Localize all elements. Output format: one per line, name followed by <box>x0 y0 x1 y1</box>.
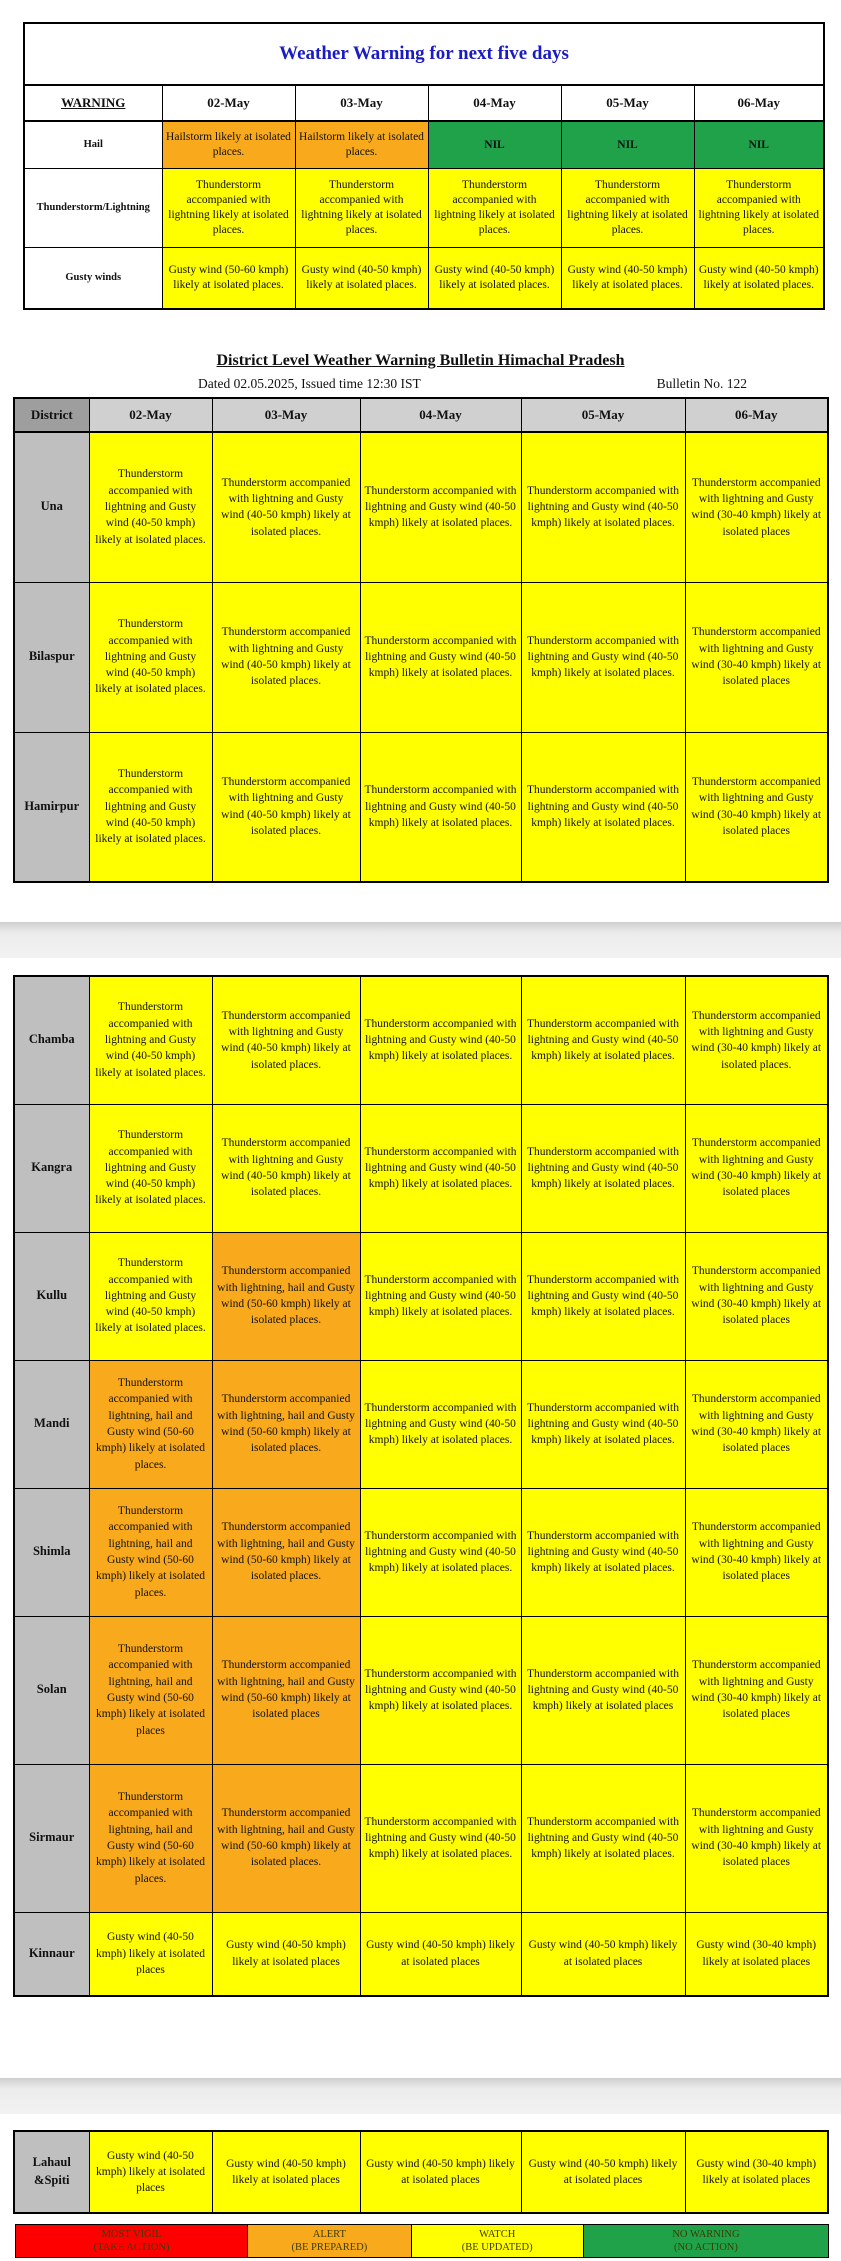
forecast-cell: Thunderstorm accompanied with lightning and Gusty wind (40-50 kmph) likely at isolated places. <box>212 432 360 582</box>
day-column-header: 05-May <box>561 85 694 121</box>
day-column-header: 05-May <box>521 398 685 432</box>
forecast-cell: Gusty wind (40-50 kmph) likely at isolated places <box>360 1912 521 1996</box>
district-label: Lahaul &Spiti <box>14 2131 89 2213</box>
forecast-cell: Gusty wind (40-50 kmph) likely at isolated places. <box>561 248 694 310</box>
page-break-band <box>0 922 841 958</box>
forecast-cell: Thunderstorm accompanied with lightning and Gusty wind (40-50 kmph) likely at isolated places. <box>360 432 521 582</box>
forecast-cell: Gusty wind (30-40 kmph) likely at isolated places <box>685 1912 828 1996</box>
district-label: Chamba <box>14 976 89 1104</box>
forecast-cell: Thunderstorm accompanied with lightning and Gusty wind (40-50 kmph) likely at isolated places. <box>360 582 521 732</box>
legend-label: ALERT <box>312 2228 346 2240</box>
district-label: Sirmaur <box>14 1764 89 1912</box>
day-column-header: 04-May <box>428 85 561 121</box>
forecast-cell: Gusty wind (40-50 kmph) likely at isolated places. <box>694 248 824 310</box>
warning-table-title: Weather Warning for next five days <box>24 23 824 85</box>
forecast-cell: NIL <box>694 121 824 169</box>
day-column-header: 03-May <box>295 85 428 121</box>
district-row-hamirpur <box>14 732 828 882</box>
district-label: Hamirpur <box>14 732 89 882</box>
legend-item-most-vigil <box>16 2225 248 2257</box>
day-column-header: 03-May <box>212 398 360 432</box>
forecast-cell: Thunderstorm accompanied with lightning, hail and Gusty wind (50-60 kmph) likely at isolated places. <box>89 1360 212 1488</box>
forecast-cell: Thunderstorm accompanied with lightning and Gusty wind (40-50 kmph) likely at isolated places. <box>360 1104 521 1232</box>
forecast-cell: Thunderstorm accompanied with lightning and Gusty wind (30-40 kmph) likely at isolated places <box>685 432 828 582</box>
forecast-cell: Thunderstorm accompanied with lightning and Gusty wind (40-50 kmph) likely at isolated places. <box>521 1104 685 1232</box>
forecast-cell: Gusty wind (40-50 kmph) likely at isolated places <box>360 2131 521 2213</box>
bulletin-meta <box>13 376 827 392</box>
legend-item-alert <box>248 2225 411 2257</box>
forecast-cell: Thunderstorm accompanied with lightning and Gusty wind (40-50 kmph) likely at isolated places. <box>89 1232 212 1360</box>
forecast-cell: Thunderstorm accompanied with lightning and Gusty wind (40-50 kmph) likely at isolated places. <box>360 1764 521 1912</box>
district-table-body-2 <box>14 976 828 1996</box>
warning-table-title-row <box>24 23 824 85</box>
district-table-page1 <box>13 397 829 883</box>
district-table-page3 <box>13 2130 829 2214</box>
district-row-sirmaur <box>14 1764 828 1912</box>
legend-item-watch <box>412 2225 584 2257</box>
forecast-cell: NIL <box>561 121 694 169</box>
warning-row-gusty-winds <box>24 248 824 310</box>
forecast-cell: Thunderstorm accompanied with lightning and Gusty wind (40-50 kmph) likely at isolated places. <box>360 1232 521 1360</box>
forecast-cell: Thunderstorm accompanied with lightning and Gusty wind (40-50 kmph) likely at isolated places. <box>89 976 212 1104</box>
forecast-cell: Thunderstorm accompanied with lightning, hail and Gusty wind (50-60 kmph) likely at isolated places. <box>89 1764 212 1912</box>
warning-table-body <box>24 121 824 309</box>
forecast-cell: Gusty wind (40-50 kmph) likely at isolated places. <box>295 248 428 310</box>
district-table-header-row <box>14 398 828 432</box>
forecast-cell: Gusty wind (40-50 kmph) likely at isolated places. <box>428 248 561 310</box>
legend-label: MOST VIGIL <box>101 2228 162 2240</box>
forecast-cell: Thunderstorm accompanied with lightning and Gusty wind (40-50 kmph) likely at isolated places. <box>212 582 360 732</box>
forecast-cell: Thunderstorm accompanied with lightning and Gusty wind (40-50 kmph) likely at isolated places. <box>89 582 212 732</box>
warning-type-label: Gusty winds <box>24 248 162 310</box>
district-table-body-3 <box>14 2131 828 2213</box>
district-row-lahaul-spiti <box>14 2131 828 2213</box>
forecast-cell: Thunderstorm accompanied with lightning likely at isolated places. <box>561 169 694 248</box>
day-column-header: 02-May <box>162 85 295 121</box>
forecast-cell: Thunderstorm accompanied with lightning and Gusty wind (40-50 kmph) likely at isolated places. <box>360 1360 521 1488</box>
district-row-chamba <box>14 976 828 1104</box>
warning-table <box>23 22 825 310</box>
district-label: Kangra <box>14 1104 89 1232</box>
forecast-cell: Thunderstorm accompanied with lightning and Gusty wind (40-50 kmph) likely at isolated places. <box>521 432 685 582</box>
district-row-solan <box>14 1616 828 1764</box>
forecast-cell: Thunderstorm accompanied with lightning, hail and Gusty wind (50-60 kmph) likely at isolated places. <box>212 1360 360 1488</box>
forecast-cell: Thunderstorm accompanied with lightning and Gusty wind (40-50 kmph) likely at isolated places. <box>360 1488 521 1616</box>
forecast-cell: Thunderstorm accompanied with lightning and Gusty wind (40-50 kmph) likely at isolated places. <box>89 732 212 882</box>
forecast-cell: Thunderstorm accompanied with lightning, hail and Gusty wind (50-60 kmph) likely at isolated places. <box>212 1764 360 1912</box>
forecast-cell: Thunderstorm accompanied with lightning and Gusty wind (40-50 kmph) likely at isolated places. <box>89 1104 212 1232</box>
forecast-cell: Thunderstorm accompanied with lightning, hail and Gusty wind (50-60 kmph) likely at isolated places. <box>212 1488 360 1616</box>
day-column-header: 06-May <box>694 85 824 121</box>
legend-sublabel: (BE UPDATED) <box>461 2242 533 2253</box>
forecast-cell: Thunderstorm accompanied with lightning and Gusty wind (30-40 kmph) likely at isolated places <box>685 1360 828 1488</box>
forecast-cell: Thunderstorm accompanied with lightning, hail and Gusty wind (50-60 kmph) likely at isolated places. <box>212 1232 360 1360</box>
day-column-header: 06-May <box>685 398 828 432</box>
forecast-cell: Gusty wind (40-50 kmph) likely at isolated places <box>521 2131 685 2213</box>
forecast-cell: Thunderstorm accompanied with lightning and Gusty wind (40-50 kmph) likely at isolated places. <box>521 582 685 732</box>
forecast-cell: Thunderstorm accompanied with lightning likely at isolated places. <box>162 169 295 248</box>
warning-table-header-row <box>24 85 824 121</box>
district-table-body-1 <box>14 432 828 882</box>
forecast-cell: Thunderstorm accompanied with lightning and Gusty wind (30-40 kmph) likely at isolated places <box>685 1232 828 1360</box>
warning-type-label: Hail <box>24 121 162 169</box>
forecast-cell: Thunderstorm accompanied with lightning and Gusty wind (40-50 kmph) likely at isolated places. <box>212 732 360 882</box>
header-label: District <box>30 407 73 422</box>
warning-column-header <box>24 85 162 121</box>
district-label: Kullu <box>14 1232 89 1360</box>
district-column-header <box>14 398 89 432</box>
bulletin-title: District Level Weather Warning Bulletin Himachal Pradesh <box>216 352 625 369</box>
bulletin-number: Bulletin No. 122 <box>656 376 747 391</box>
forecast-cell: Thunderstorm accompanied with lightning and Gusty wind (30-40 kmph) likely at isolated places <box>685 582 828 732</box>
forecast-cell: Gusty wind (40-50 kmph) likely at isolated places <box>212 2131 360 2213</box>
legend-sublabel: (NO ACTION) <box>674 2242 738 2253</box>
forecast-cell: Gusty wind (40-50 kmph) likely at isolated places <box>89 1912 212 1996</box>
district-row-mandi <box>14 1360 828 1488</box>
district-label: Kinnaur <box>14 1912 89 1996</box>
forecast-cell: Thunderstorm accompanied with lightning, hail and Gusty wind (50-60 kmph) likely at isolated places <box>212 1616 360 1764</box>
warning-row-thunderstorm-lightning <box>24 169 824 248</box>
forecast-cell: Thunderstorm accompanied with lightning and Gusty wind (40-50 kmph) likely at isolated places. <box>521 1488 685 1616</box>
legend-sublabel: (BE PREPARED) <box>291 2242 368 2253</box>
district-row-kinnaur <box>14 1912 828 1996</box>
legend-item-no-warning <box>584 2225 828 2257</box>
district-label: Bilaspur <box>14 582 89 732</box>
warning-type-label: Thunderstorm/Lightning <box>24 169 162 248</box>
forecast-cell: NIL <box>428 121 561 169</box>
district-label: Mandi <box>14 1360 89 1488</box>
forecast-cell: Thunderstorm accompanied with lightning and Gusty wind (30-40 kmph) likely at isolated places <box>685 1764 828 1912</box>
forecast-cell: Thunderstorm accompanied with lightning and Gusty wind (30-40 kmph) likely at isolated places <box>685 1616 828 1764</box>
district-row-una <box>14 432 828 582</box>
forecast-cell: Gusty wind (40-50 kmph) likely at isolated places <box>89 2131 212 2213</box>
forecast-cell: Thunderstorm accompanied with lightning likely at isolated places. <box>295 169 428 248</box>
legend-label: NO WARNING <box>672 2228 740 2240</box>
forecast-cell: Gusty wind (50-60 kmph) likely at isolated places. <box>162 248 295 310</box>
district-row-kangra <box>14 1104 828 1232</box>
forecast-cell: Thunderstorm accompanied with lightning and Gusty wind (30-40 kmph) likely at isolated places. <box>685 976 828 1104</box>
forecast-cell: Thunderstorm accompanied with lightning and Gusty wind (40-50 kmph) likely at isolated places. <box>212 1104 360 1232</box>
district-row-shimla <box>14 1488 828 1616</box>
forecast-cell: Thunderstorm accompanied with lightning and Gusty wind (40-50 kmph) likely at isolated places. <box>360 732 521 882</box>
forecast-cell: Hailstorm likely at isolated places. <box>295 121 428 169</box>
district-table-page2 <box>13 975 829 1997</box>
forecast-cell: Thunderstorm accompanied with lightning likely at isolated places. <box>694 169 824 248</box>
forecast-cell: Thunderstorm accompanied with lightning and Gusty wind (30-40 kmph) likely at isolated places <box>685 732 828 882</box>
forecast-cell: Thunderstorm accompanied with lightning and Gusty wind (40-50 kmph) likely at isolated places. <box>360 1616 521 1764</box>
bulletin-dated: Dated 02.05.2025, Issued time 12:30 IST <box>198 376 421 391</box>
day-column-header: 04-May <box>360 398 521 432</box>
forecast-cell: Thunderstorm accompanied with lightning and Gusty wind (30-40 kmph) likely at isolated places <box>685 1488 828 1616</box>
forecast-cell: Thunderstorm accompanied with lightning and Gusty wind (40-50 kmph) likely at isolated places <box>521 1616 685 1764</box>
forecast-cell: Thunderstorm accompanied with lightning and Gusty wind (40-50 kmph) likely at isolated places. <box>212 976 360 1104</box>
district-label: Solan <box>14 1616 89 1764</box>
warning-legend <box>15 2224 829 2258</box>
forecast-cell: Hailstorm likely at isolated places. <box>162 121 295 169</box>
forecast-cell: Thunderstorm accompanied with lightning and Gusty wind (40-50 kmph) likely at isolated places. <box>521 1232 685 1360</box>
legend-sublabel: (TAKE ACTION) <box>93 2242 170 2253</box>
forecast-cell: Thunderstorm accompanied with lightning and Gusty wind (40-50 kmph) likely at isolated places. <box>360 976 521 1104</box>
forecast-cell: Thunderstorm accompanied with lightning and Gusty wind (40-50 kmph) likely at isolated places. <box>521 732 685 882</box>
forecast-cell: Thunderstorm accompanied with lightning, hail and Gusty wind (50-60 kmph) likely at isolated places <box>89 1616 212 1764</box>
page-break-band <box>0 2078 841 2114</box>
legend-label: WATCH <box>479 2228 516 2240</box>
day-column-header: 02-May <box>89 398 212 432</box>
forecast-cell: Thunderstorm accompanied with lightning and Gusty wind (40-50 kmph) likely at isolated places. <box>89 432 212 582</box>
district-row-bilaspur <box>14 582 828 732</box>
forecast-cell: Thunderstorm accompanied with lightning and Gusty wind (40-50 kmph) likely at isolated places. <box>521 1360 685 1488</box>
warning-row-hail <box>24 121 824 169</box>
forecast-cell: Thunderstorm accompanied with lightning likely at isolated places. <box>428 169 561 248</box>
district-row-kullu <box>14 1232 828 1360</box>
forecast-cell: Gusty wind (40-50 kmph) likely at isolated places <box>521 1912 685 1996</box>
header-label: WARNING <box>61 95 126 110</box>
forecast-cell: Thunderstorm accompanied with lightning and Gusty wind (40-50 kmph) likely at isolated places. <box>521 1764 685 1912</box>
forecast-cell: Gusty wind (40-50 kmph) likely at isolated places <box>212 1912 360 1996</box>
forecast-cell: Thunderstorm accompanied with lightning and Gusty wind (40-50 kmph) likely at isolated places. <box>521 976 685 1104</box>
district-label: Shimla <box>14 1488 89 1616</box>
forecast-cell: Thunderstorm accompanied with lightning and Gusty wind (30-40 kmph) likely at isolated places <box>685 1104 828 1232</box>
district-label: Una <box>14 432 89 582</box>
forecast-cell: Gusty wind (30-40 kmph) likely at isolated places <box>685 2131 828 2213</box>
forecast-cell: Thunderstorm accompanied with lightning, hail and Gusty wind (50-60 kmph) likely at isolated places. <box>89 1488 212 1616</box>
